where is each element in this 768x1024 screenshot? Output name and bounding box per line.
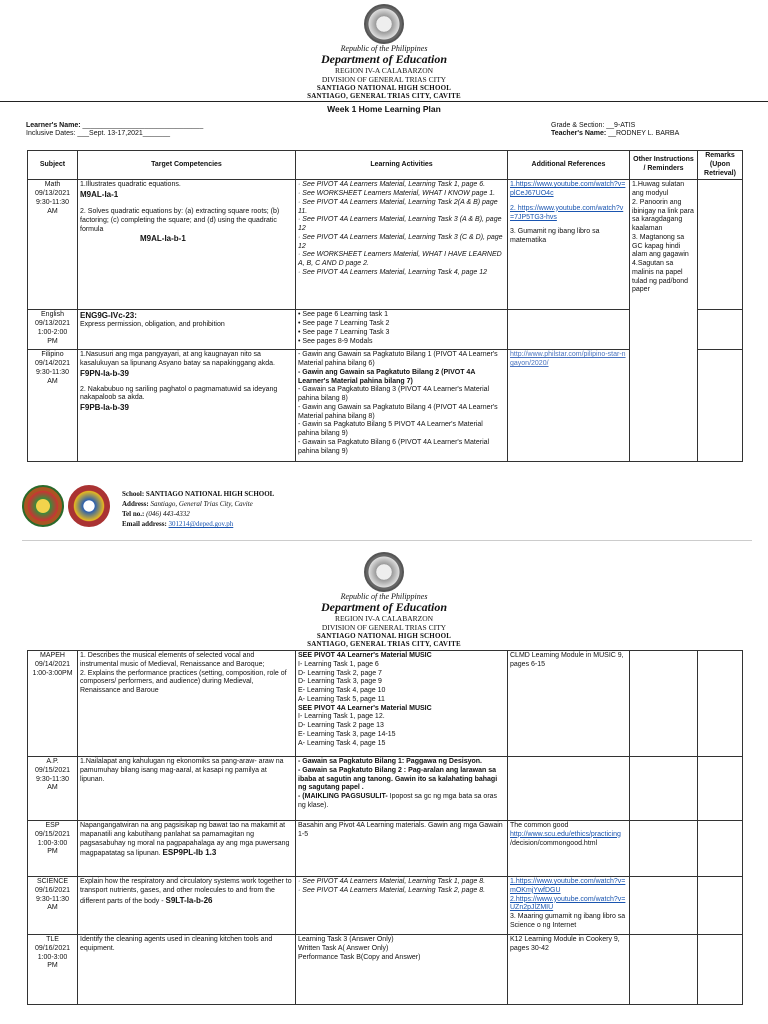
activity-item: - Gawin ang Gawain sa Pagkatuto Bilang 2 (PIVOT 4A Learner's Material pahina bilang 7) [298, 368, 476, 385]
remarks-cell [698, 350, 743, 462]
competency-text: Express permission, obligation, and prohibition [80, 321, 225, 329]
activity-heading: SEE PIVOT 4A Learner's Material MUSIC [298, 652, 432, 659]
competency-cell [78, 350, 296, 462]
other-instructions-cell [630, 935, 698, 1005]
activities-cell: • See page 6 Learning task 1 • See page 7 Learning Task 2 • See page 7 Learning Task 3 • See pages 8-9 Modals [296, 310, 508, 350]
teacher-label: Teacher's Name: [551, 130, 607, 138]
competency-text: 1.Nasusuri ang mga pangyayari, at ang kaugnayan nito sa kasalukuyan sa lipunang Asyano batay sa napakinggang akda. [80, 351, 275, 367]
school-line: SANTIAGO NATIONAL HIGH SCHOOL [316, 632, 452, 641]
dates-label: Inclusive Dates: [26, 130, 76, 138]
reference-link[interactable]: http://www.philstar.com/pilipino-star-ngayon/2020/ [510, 351, 626, 367]
other-instructions-cell [630, 651, 698, 757]
learner-info [26, 118, 742, 136]
activity-item: · See PIVOT 4A Learners Material, Learning Task 3 (A & B), page 12 [298, 216, 502, 232]
footer-school-label: School: [122, 490, 145, 498]
competency-cell [78, 877, 296, 935]
references-cell [508, 821, 630, 877]
remarks-cell [698, 935, 743, 1005]
competency-code: M9AL-Ia-b-1 [140, 234, 186, 244]
col-references: Additional References [508, 151, 630, 180]
references-cell: K12 Learning Module in Cookery 9, pages 30-42 [508, 935, 630, 1005]
references-cell [508, 877, 630, 935]
remarks-cell [698, 310, 743, 350]
activity-heading: SEE PIVOT 4A Learner's Material MUSIC [298, 704, 432, 712]
footer-address-label: Address: [122, 500, 149, 509]
activity-item: - Gawain sa Pagkatuto Bilang 2 : Pag-aralan ang larawan sa ibaba at sagutin ang tanong. Gawin ito sa kalahating bahagi ng sagutang papel . [298, 766, 498, 792]
grade-value: __9-ATIS [606, 122, 636, 130]
letterhead [0, 44, 768, 100]
header-rule [0, 101, 768, 102]
activity-item: - Gawin ang Gawain sa Pagkatuto Bilang 1 (PIVOT 4A Learner's Material pahina bilang 6) [298, 351, 498, 367]
grade-label: Grade & Section: [551, 122, 605, 130]
references-cell [508, 180, 630, 310]
activities-cell [296, 180, 508, 310]
table-row-tle [28, 935, 743, 1005]
col-subject: Subject [28, 151, 78, 180]
footer-tel-label: Tel no.: [122, 510, 145, 519]
reference-text: 3. Gumamit ng ibang libro sa matematika [510, 228, 600, 244]
activity-item: · See PIVOT 4A Learners Material, Learning Task 3 (C & D), page 12 [298, 233, 503, 250]
reference-link[interactable]: 1.https://www.youtube.com/watch?v=plCeJ67UO4c [510, 181, 626, 197]
competency-code: F9PB-Ia-b-39 [80, 403, 129, 412]
division-logo-icon [68, 485, 110, 527]
footer-address-value: Santiago, General Trias City, Cavite [150, 500, 253, 509]
col-remarks: Remarks (Upon Retrieval) [698, 151, 743, 180]
subject-cell: A.P. 09/15/2021 9:30-11:30 AM [28, 757, 78, 821]
page-1 [0, 4, 768, 136]
activity-item: - Gawin ang Gawain sa Pagkatuto Bilang 4 (PIVOT 4A Learner's Material pahina bilang 8) [298, 403, 498, 420]
page-divider [22, 540, 752, 541]
references-cell: CLMD Learning Module in MUSIC 9, pages 6-15 [508, 651, 630, 757]
subject-cell: MAPEH 09/14/2021 1:00-3:00PM [28, 651, 78, 757]
activity-item: - Gawin sa Pagkatuto Bilang 5 PIVOT 4A Learner's Material pahina bilang 9) [298, 421, 483, 437]
competency-text: 1.Illustrates quadratic equations. [80, 181, 181, 189]
table-row-mapeh [28, 651, 743, 757]
reference-text: The common good [510, 822, 569, 829]
subject-cell: SCIENCE 09/16/2021 9:30-11:30 AM [28, 877, 78, 935]
subject-cell: ESP 09/15/2021 1:00-3:00 PM [28, 821, 78, 877]
table-row-ap [28, 757, 743, 821]
reference-link[interactable]: 2. https://www.youtube.com/watch?v=7JP5TG3-hvs [510, 204, 624, 221]
remarks-cell [698, 821, 743, 877]
plan-title: Week 1 Home Learning Plan [327, 104, 441, 115]
activity-list: I- Learning Task 1, page 12. D- Learning Task 2 page 13 E- Learning Task 3, page 14-15 A- Learning Task 4, page 15 [298, 713, 396, 747]
republic-line: Republic of the Philippines [340, 592, 428, 601]
activity-item: · See WORKSHEET Learners Material, WHAT I KNOW page 1. [298, 190, 496, 197]
col-other-instructions: Other Instructions / Reminders [630, 151, 698, 180]
references-cell [508, 310, 630, 350]
footer-email-link[interactable]: 301214@deped.gov.ph [168, 520, 234, 529]
footer-school-value: SANTIAGO NATIONAL HIGH SCHOOL [145, 490, 275, 498]
school-footer [22, 481, 752, 539]
reference-text: /decision/commongood.html [510, 839, 598, 847]
reference-link[interactable]: http://www.scu.edu/ethics/practicing [510, 830, 621, 838]
competency-text: Explain how the respiratory and circulatory systems work together to transport nutrients, gases, and other molecules to and from the different parts of the body - [80, 878, 292, 905]
footer-contact [122, 489, 274, 530]
competency-cell [78, 821, 296, 877]
reference-text: 3. Maaring gumamit ng ibang libro sa Science o ng Internet [510, 913, 626, 929]
activity-list: I- Learning Task 1, page 6 D- Learning Task 2, page 7 D- Learning Task 3, page 9 E- Learning Task 4, page 10 A- Learning Task 5, page 11 [298, 660, 386, 703]
competency-cell: 1.Nailalapat ang kahulugan ng ekonomiks sa pang-araw- araw na pamumuhay bilang isang mag-aaral, at kasapi ng pamilya at lipunan. [78, 757, 296, 821]
subject-cell: TLE 09/16/2021 1:00-3:00 PM [28, 935, 78, 1005]
competency-code: M9AL-Ia-1 [80, 190, 119, 199]
col-activities: Learning Activities [296, 151, 508, 180]
remarks-cell [698, 757, 743, 821]
deped-seal-icon [364, 552, 404, 592]
activity-item: · See PIVOT 4A Learners Material, Learning Task 1, page 8. [298, 878, 486, 885]
region-line: REGION IV-A CALABARZON [334, 613, 434, 623]
learning-plan-table-1 [27, 150, 743, 462]
learner-value: _______________________________ [82, 122, 204, 130]
competency-code: F9PN-Ia-b-39 [80, 368, 129, 378]
competency-cell: Identify the cleaning agents used in cleaning kitchen tools and equipment. [78, 935, 296, 1005]
school-logo-icon [22, 485, 64, 527]
footer-logos [22, 485, 114, 532]
teacher-value: __RODNEY L. BARBA [608, 130, 680, 138]
table-header-row [28, 151, 743, 180]
region-line: REGION IV-A CALABARZON [334, 65, 434, 75]
competency-text: Napangangatwiran na ang pagsisikap ng bawat tao na makamit at mapanatili ang kabutihang panlahat sa pamamagitan ng pagsasabuhay ng moral na pagpapahalaga ay ang mga puwersang magpapatatag sa lipunan. [80, 822, 290, 858]
activities-cell [296, 350, 508, 462]
activity-item: · See WORKSHEET Learners Material, WHAT I HAVE LEARNED A, B, C AND D page 2. [298, 251, 502, 267]
table-row-science [28, 877, 743, 935]
remarks-cell [698, 651, 743, 757]
activities-cell: Learning Task 3 (Answer Only) Written Task A( Answer Only) Performance Task B(Copy and Answer) [296, 935, 508, 1005]
activity-item: - Gawain sa Pagkatuto Bilang 3 (PIVOT 4A Learner's Material pahina bilang 8) [298, 386, 490, 402]
references-cell [508, 757, 630, 821]
location-line: SANTIAGO, GENERAL TRIAS CITY, CAVITE [307, 640, 461, 649]
competency-code: ESP9PL-Ib 1.3 [162, 848, 217, 858]
activities-cell [296, 877, 508, 935]
activities-cell [296, 757, 508, 821]
competency-cell [78, 310, 296, 350]
subject-cell: English 09/13/2021 1:00-2:00 PM [28, 310, 78, 350]
activity-item: · See PIVOT 4A Learners Material, Learning Task 2, page 8. [298, 886, 486, 894]
activity-item: · See PIVOT 4A Learners Material, Learning Task 4, page 12 [298, 268, 487, 276]
competency-text: 2. Solves quadratic equations by: (a) extracting square roots; (b) factoring; (c) completing the square; and (d) using the quadratic formula [80, 208, 280, 233]
reference-link[interactable]: 1.https://www.youtube.com/watch?v=mOKmjYwfDGU [510, 878, 626, 894]
activity-item: · See PIVOT 4A Learners Material, Learning Task 1, page 6. [298, 181, 486, 189]
other-instructions-cell [630, 757, 698, 821]
activity-item: - Gawain sa Pagkatuto Bilang 1: Paggawa ng Desisyon. [298, 758, 482, 765]
subject-cell: Filipino 09/14/2021 9:30-11:30 AM [28, 350, 78, 462]
activity-item-note: Ipopost sa gc ng mga bata sa oras ng klase). [298, 793, 498, 809]
department-line: Department of Education [320, 600, 447, 615]
reference-link[interactable]: 2.https://www.youtube.com/watch?v=UZn2pJlZMIU [510, 895, 626, 912]
activities-cell [296, 651, 508, 757]
references-cell [508, 350, 630, 462]
competency-code: ENG9G-IVc-23: [80, 311, 137, 321]
subject-cell: Math 09/13/2021 9:30-11:30 AM [28, 180, 78, 310]
school-line: SANTIAGO NATIONAL HIGH SCHOOL [316, 84, 452, 93]
remarks-cell [698, 877, 743, 935]
activities-cell: Basahin ang Pivot 4A Learning materials. Gawin ang mga Gawain 1-5 [296, 821, 508, 877]
activity-item: - (MAIKLING PAGSUSULIT- [298, 793, 388, 800]
footer-tel-value: (046) 443-4332 [146, 510, 190, 519]
department-line: Department of Education [320, 52, 447, 67]
col-competencies: Target Competencies [78, 151, 296, 180]
other-instructions-cell: 1.Huwag sulatan ang modyul 2. Panoorin ang ibinigay na link para sa karagdagang kaalaman 3. Magtanong sa GC kapag hindi alam ang gagawin 4.Sagutan sa malinis na papel tulad ng pad/bond paper [630, 180, 698, 462]
competency-text: 2. Nakabubuo ng sariling paghatol o pagmamatuwid sa ideyang nakapaloob sa akda. [80, 385, 278, 402]
competency-cell: 1. Describes the musical elements of selected vocal and instrumental music of Medieval, Renaissance and Baroque; 2. Explains the performance practices (setting, composition, role of composers/ performers, and audience) during Medieval, Renaissance and Baroue [78, 651, 296, 757]
remarks-cell [698, 180, 743, 310]
competency-code: S9LT-Ia-b-26 [165, 895, 213, 905]
table-row-esp [28, 821, 743, 877]
competency-cell [78, 180, 296, 310]
division-line: DIVISION OF GENERAL TRIAS CITY [321, 74, 447, 84]
footer-email-label: Email address: [122, 520, 167, 529]
letterhead [0, 592, 768, 648]
learner-label: Learner's Name: [26, 122, 81, 130]
learning-plan-table-2 [27, 650, 743, 1005]
activity-item: · See PIVOT 4A Learners Material, Learning Task 2(A & B) page 11. [298, 198, 498, 215]
republic-line: Republic of the Philippines [340, 44, 428, 53]
dates-value: ___Sept. 13-17,2021_______ [77, 130, 171, 138]
deped-seal-icon [364, 4, 404, 44]
activity-item: - Gawain sa Pagkatuto Bilang 6 (PIVOT 4A Learner's Material pahina bilang 9) [298, 438, 490, 455]
other-instructions-cell [630, 821, 698, 877]
other-instructions-cell [630, 877, 698, 935]
page-2 [0, 552, 768, 648]
division-line: DIVISION OF GENERAL TRIAS CITY [321, 622, 447, 632]
location-line: SANTIAGO, GENERAL TRIAS CITY, CAVITE [307, 92, 461, 101]
table-row-math [28, 180, 743, 310]
